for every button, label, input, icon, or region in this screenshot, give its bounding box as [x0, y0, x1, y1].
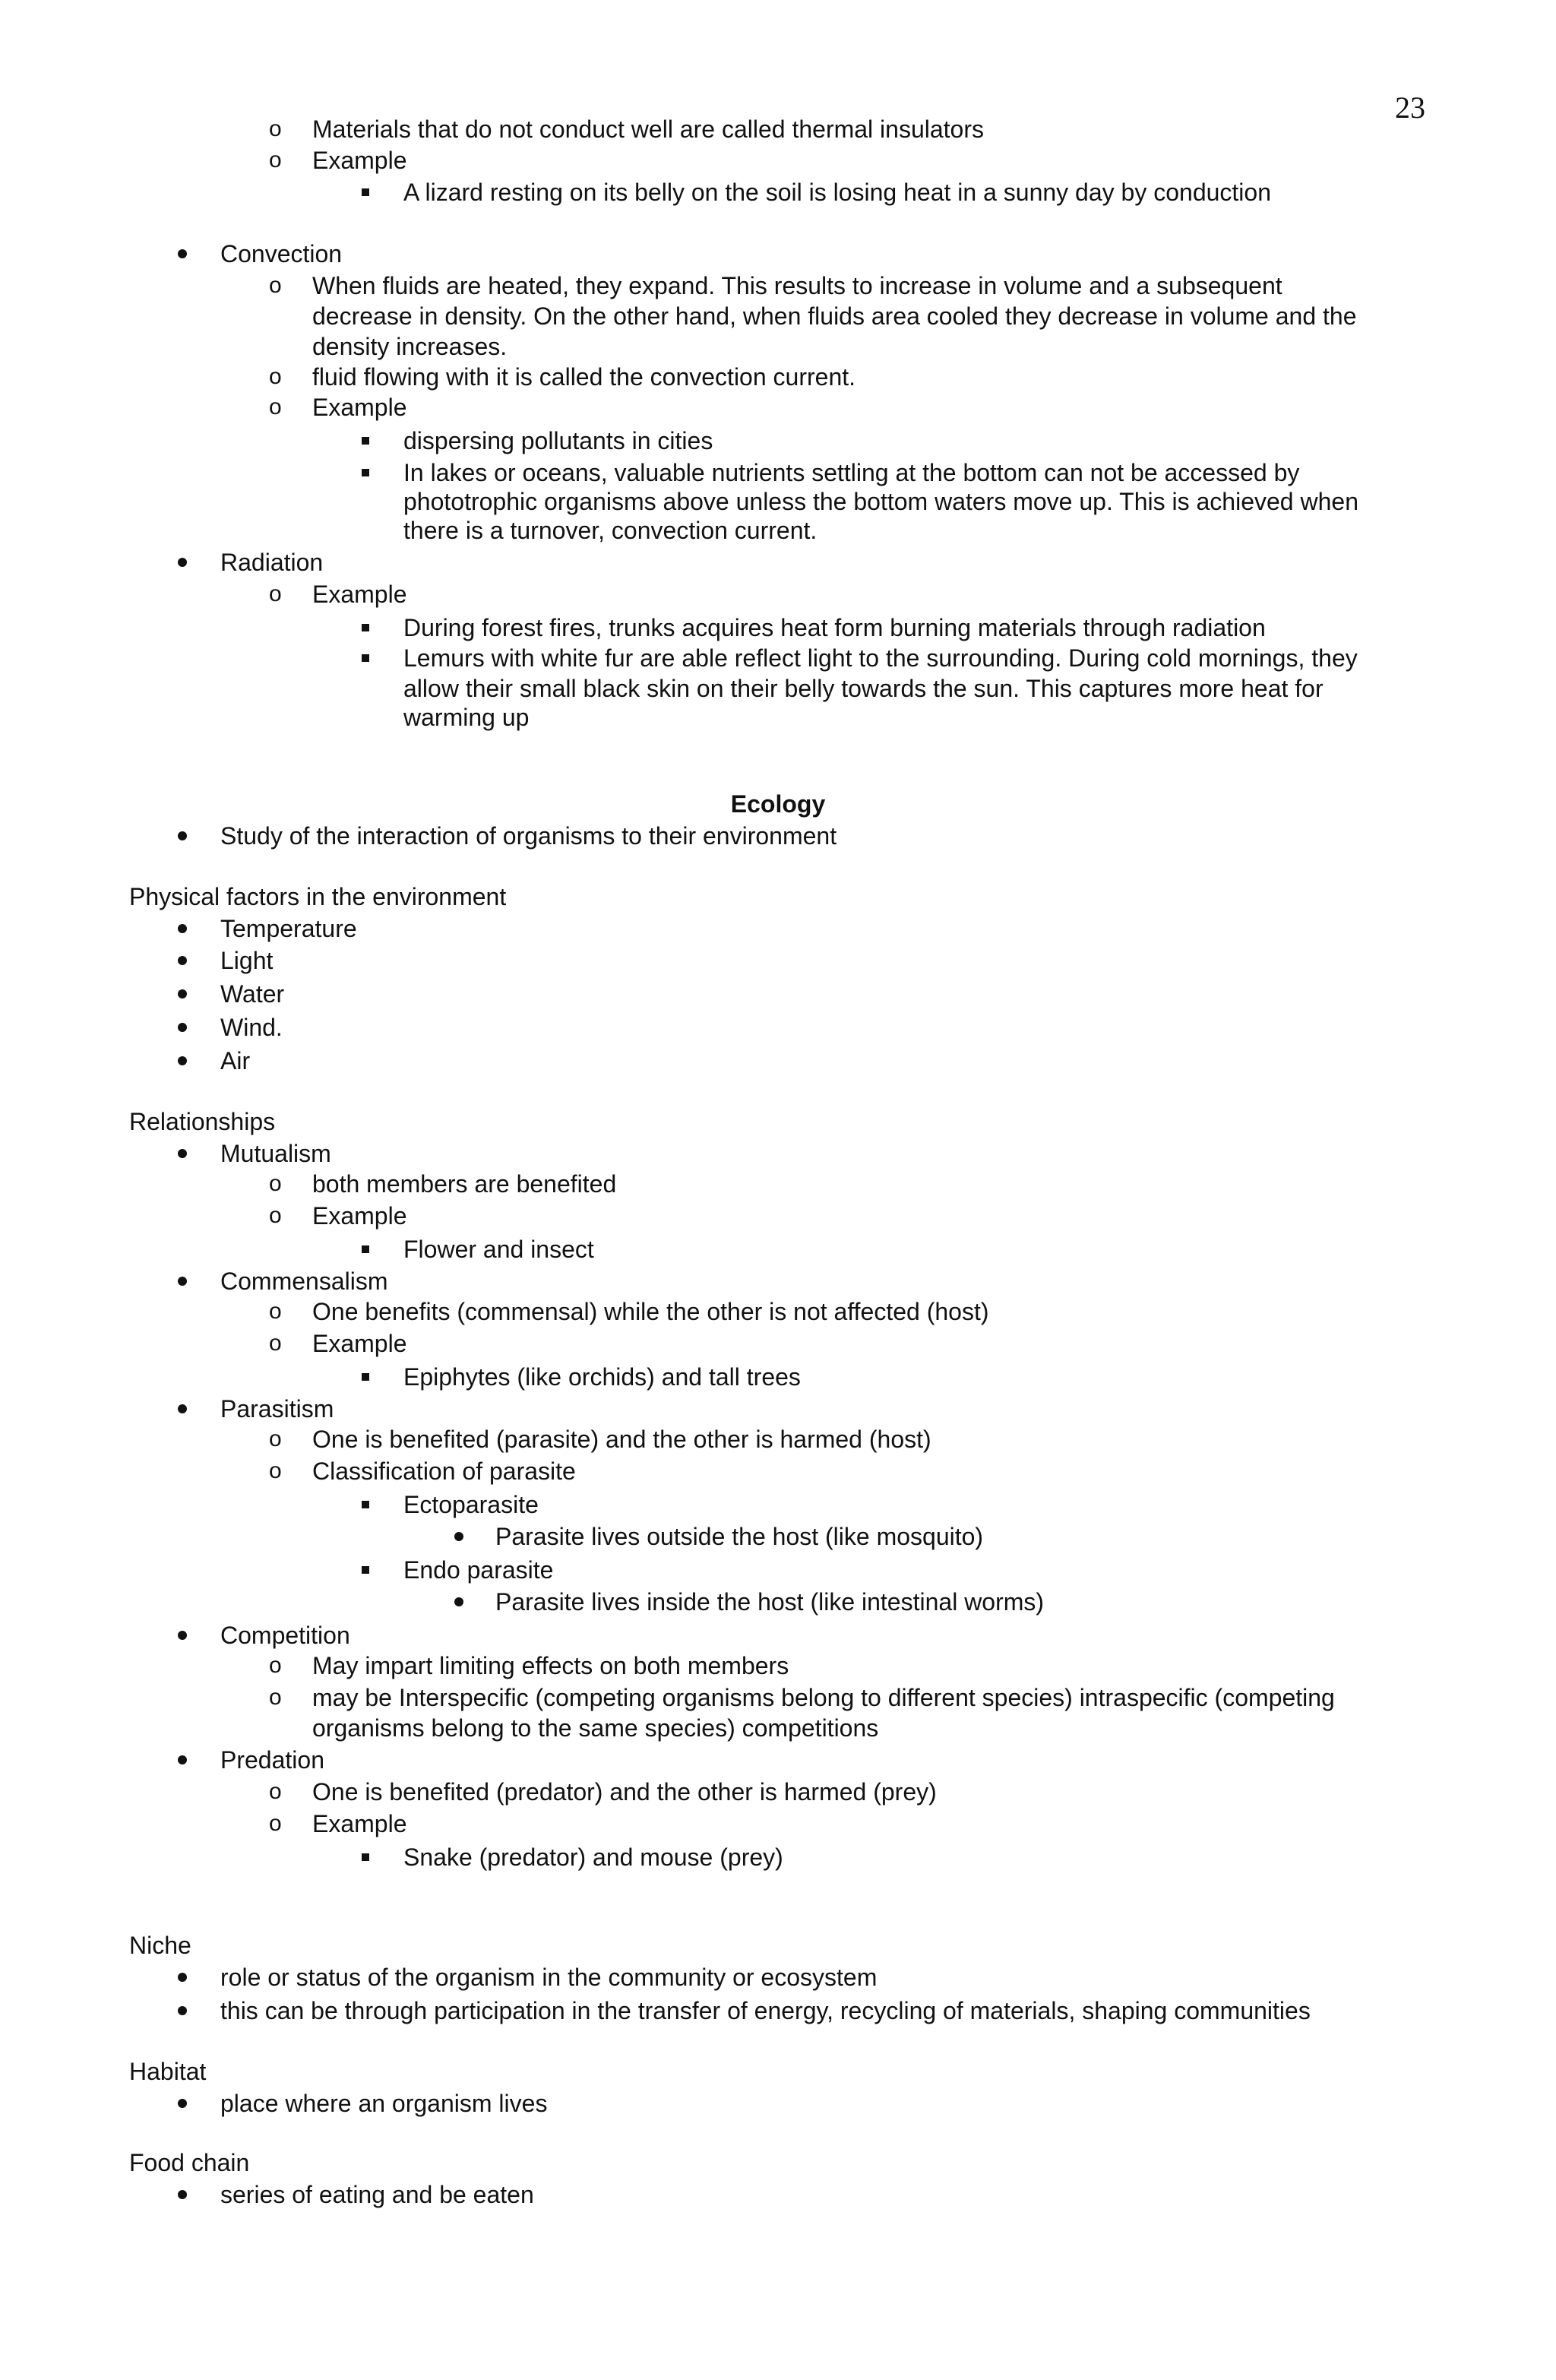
item-text: may be Interspecific (competing organisms belong to different species) intraspecific (competing: [312, 1684, 1335, 1711]
list-item: [0, 426, 1556, 456]
list-item: [0, 1489, 1556, 1520]
bullet-icon: [178, 1056, 187, 1065]
list-item: [0, 1201, 1556, 1231]
item-text: Study of the interaction of organisms to their environment: [220, 822, 837, 850]
section-label: [0, 881, 1556, 912]
item-text: allow their small black skin on their belly towards the sun. This captures more heat for: [403, 675, 1324, 702]
list-item: [0, 1138, 1556, 1169]
list-item: [0, 1266, 1556, 1296]
circle-bullet-icon: o: [269, 394, 282, 419]
item-text: When fluids are heated, they expand. This results to increase in volume and a subsequent: [312, 272, 1282, 299]
list-item: [0, 612, 1556, 643]
list-item: [0, 1962, 1556, 1992]
item-text: Air: [220, 1047, 251, 1074]
item-text: Materials that do not conduct well are called thermal insulators: [312, 116, 984, 143]
item-text: Mutualism: [220, 1140, 331, 1167]
list-item: [0, 1745, 1556, 1775]
item-text: Physical factors in the environment: [129, 883, 507, 910]
circle-bullet-icon: o: [269, 1458, 282, 1483]
bullet-icon: [178, 558, 187, 567]
circle-bullet-icon: o: [269, 1653, 282, 1678]
section-label: [0, 1106, 1556, 1137]
bullet-icon: [178, 989, 187, 999]
list-item: [0, 1650, 1556, 1681]
bullet-icon: [178, 1149, 187, 1158]
bullet-icon: [178, 1277, 187, 1286]
bullet-icon: [178, 1023, 187, 1032]
list-item: [0, 1587, 1556, 1617]
list-item: [0, 1682, 1556, 1713]
circle-bullet-icon: o: [269, 1299, 282, 1324]
list-item: [0, 1713, 1556, 1743]
item-text: Example: [312, 1202, 407, 1230]
list-item: [0, 702, 1556, 733]
list-item: [0, 301, 1556, 331]
list-item: [0, 1456, 1556, 1486]
item-text: Radiation: [220, 549, 324, 576]
circle-bullet-icon: o: [269, 1203, 282, 1228]
item-text: Water: [220, 980, 285, 1008]
item-text: Snake (predator) and mouse (prey): [403, 1844, 783, 1871]
bullet-icon: [178, 2006, 187, 2015]
list-item: [0, 1012, 1556, 1043]
list-item: [0, 579, 1556, 609]
item-text: place where an organism lives: [220, 2090, 548, 2117]
section-label: [0, 2056, 1556, 2087]
list-item: [0, 1362, 1556, 1392]
item-text: Competition: [220, 1622, 350, 1649]
item-text: A lizard resting on its belly on the soil is losing heat in a sunny day by conduction: [403, 179, 1271, 206]
circle-bullet-icon: o: [269, 364, 282, 389]
item-text: Epiphytes (like orchids) and tall trees: [403, 1363, 801, 1391]
list-item: [0, 486, 1556, 517]
circle-bullet-icon: o: [269, 273, 282, 298]
list-item: [0, 945, 1556, 976]
item-text: Parasitism: [220, 1395, 334, 1423]
square-bullet-icon: [362, 437, 369, 445]
item-text: Endo parasite: [403, 1556, 554, 1584]
item-text: May impart limiting effects on both members: [312, 1652, 789, 1679]
list-item: [0, 239, 1556, 269]
section-heading: [0, 789, 1556, 819]
circle-bullet-icon: o: [269, 1331, 282, 1356]
item-text: role or status of the organism in the community or ecosystem: [220, 1964, 878, 1991]
circle-bullet-icon: o: [269, 116, 282, 141]
list-item: [0, 1777, 1556, 1807]
item-text: decrease in density. On the other hand, when fluids area cooled they decrease in volume and the: [312, 302, 1357, 330]
item-text: Classification of parasite: [312, 1457, 576, 1485]
item-text: Light: [220, 947, 274, 974]
list-item: [0, 362, 1556, 392]
item-text: fluid flowing with it is called the convection current.: [312, 363, 856, 391]
circle-bullet-icon: o: [269, 147, 282, 172]
circle-bullet-icon: o: [269, 1426, 282, 1451]
item-text: Lemurs with white fur are able reflect light to the surrounding. During cold mornings, they: [403, 644, 1358, 672]
item-text: Flower and insect: [403, 1236, 594, 1263]
square-bullet-icon: [362, 1566, 369, 1574]
item-text: warming up: [403, 704, 530, 731]
circle-bullet-icon: o: [269, 1685, 282, 1710]
item-text: this can be through participation in the transfer of energy, recycling of materials, shaping communities: [220, 1997, 1311, 2024]
bullet-icon: [178, 1973, 187, 1982]
item-text: Habitat: [129, 2058, 207, 2085]
list-item: [0, 1620, 1556, 1650]
item-text: phototrophic organisms above unless the bottom waters move up. This is achieved when: [403, 488, 1358, 515]
section-label: [0, 1930, 1556, 1961]
item-text: Ectoparasite: [403, 1491, 539, 1518]
bullet-icon: [178, 924, 187, 933]
item-text: series of eating and be eaten: [220, 2181, 534, 2208]
item-text: Example: [312, 1810, 407, 1837]
item-text: Example: [312, 1330, 407, 1357]
list-item: [0, 1296, 1556, 1327]
list-item: [0, 271, 1556, 301]
circle-bullet-icon: o: [269, 581, 282, 606]
list-item: [0, 913, 1556, 944]
item-text: Relationships: [129, 1108, 276, 1135]
bullet-icon: [178, 1631, 187, 1640]
list-item: [0, 1995, 1556, 2026]
list-item: [0, 1169, 1556, 1199]
item-text: there is a turnover, convection current.: [403, 517, 818, 544]
list-item: [0, 2088, 1556, 2119]
item-text: Example: [312, 394, 407, 421]
list-item: [0, 1424, 1556, 1454]
list-item: [0, 547, 1556, 578]
item-text: Temperature: [220, 915, 357, 942]
list-item: [0, 177, 1556, 207]
bullet-icon: [454, 1597, 463, 1606]
list-item: [0, 1555, 1556, 1585]
square-bullet-icon: [362, 624, 369, 631]
item-text: density increases.: [312, 333, 508, 360]
item-text: Ecology: [730, 790, 826, 818]
list-item: [0, 1234, 1556, 1264]
square-bullet-icon: [362, 1245, 369, 1253]
list-item: [0, 1521, 1556, 1552]
list-item: [0, 331, 1556, 362]
bullet-icon: [178, 1755, 187, 1764]
list-item: [0, 1046, 1556, 1076]
item-text: both members are benefited: [312, 1170, 617, 1198]
item-text: In lakes or oceans, valuable nutrients settling at the bottom can not be accessed by: [403, 459, 1300, 486]
list-item: [0, 1328, 1556, 1359]
item-text: One is benefited (predator) and the other is harmed (prey): [312, 1778, 937, 1806]
circle-bullet-icon: o: [269, 1811, 282, 1836]
item-text: One is benefited (parasite) and the other is harmed (host): [312, 1426, 931, 1453]
item-text: Example: [312, 581, 407, 608]
list-item: [0, 1842, 1556, 1872]
list-item: [0, 643, 1556, 673]
item-text: organisms belong to the same species) competitions: [312, 1714, 879, 1742]
item-text: Convection: [220, 240, 343, 267]
square-bullet-icon: [362, 1501, 369, 1508]
circle-bullet-icon: o: [269, 1779, 282, 1804]
page-number: 23: [1395, 90, 1425, 125]
item-text: Example: [312, 147, 407, 174]
section-label: [0, 2147, 1556, 2178]
item-text: Food chain: [129, 2149, 250, 2176]
square-bullet-icon: [362, 469, 369, 476]
square-bullet-icon: [362, 1853, 369, 1861]
item-text: Parasite lives inside the host (like intestinal worms): [495, 1588, 1045, 1616]
item-text: dispersing pollutants in cities: [403, 427, 713, 454]
square-bullet-icon: [362, 1373, 369, 1381]
list-item: [0, 392, 1556, 423]
bullet-icon: [454, 1532, 463, 1541]
list-item: [0, 145, 1556, 176]
list-item: [0, 1394, 1556, 1424]
item-text: Commensalism: [220, 1268, 388, 1295]
bullet-icon: [178, 249, 187, 258]
item-text: One benefits (commensal) while the other is not affected (host): [312, 1298, 989, 1325]
item-text: Predation: [220, 1746, 324, 1774]
bullet-icon: [178, 831, 187, 840]
list-item: [0, 673, 1556, 704]
bullet-icon: [178, 956, 187, 965]
list-item: [0, 821, 1556, 851]
bullet-icon: [178, 1404, 187, 1413]
square-bullet-icon: [362, 188, 369, 196]
bullet-icon: [178, 2099, 187, 2108]
list-item: [0, 457, 1556, 488]
list-item: [0, 515, 1556, 546]
list-item: [0, 114, 1556, 144]
list-item: [0, 979, 1556, 1009]
circle-bullet-icon: o: [269, 1171, 282, 1196]
item-text: Niche: [129, 1932, 191, 1959]
square-bullet-icon: [362, 654, 369, 662]
list-item: [0, 2179, 1556, 2210]
item-text: Wind.: [220, 1014, 283, 1041]
item-text: Parasite lives outside the host (like mosquito): [495, 1523, 984, 1550]
item-text: During forest fires, trunks acquires heat form burning materials through radiation: [403, 614, 1266, 641]
list-item: [0, 1809, 1556, 1839]
bullet-icon: [178, 2190, 187, 2199]
